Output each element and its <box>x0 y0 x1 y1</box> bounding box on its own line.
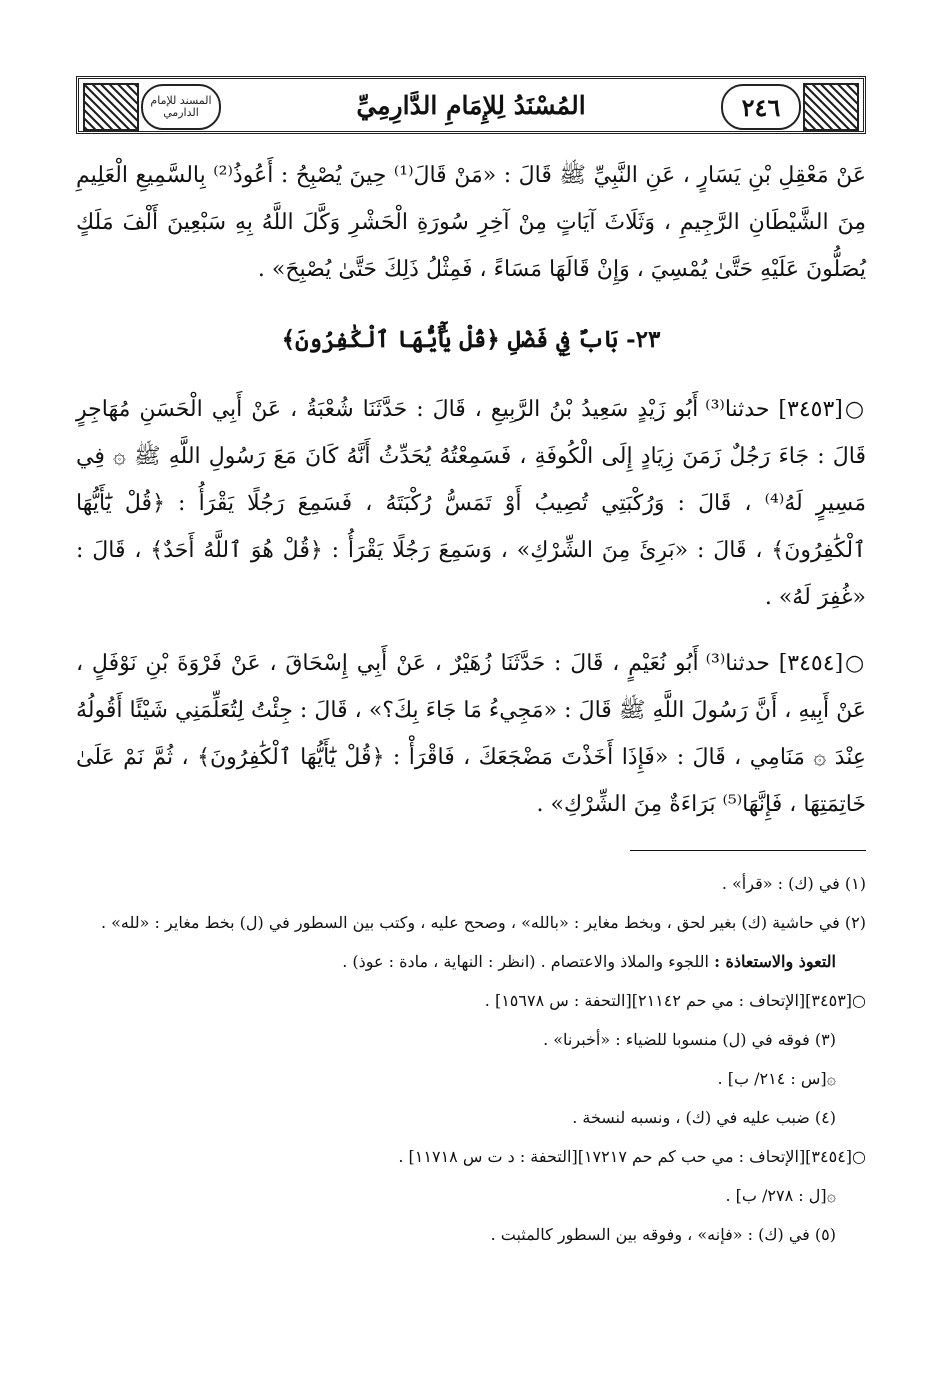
hadith-3454 <box>76 640 866 828</box>
footnote-4: (٤) ضبب عليه في (ك) ، ونسبه لنسخة . <box>572 1108 836 1127</box>
page-number-frame <box>721 84 801 130</box>
page-header <box>76 76 866 134</box>
footnote-3: (٣) فوقه في (ل) منسوبا للضياء : «أخبرنا» . <box>543 1030 836 1049</box>
footnotes <box>76 870 866 1260</box>
footnote-gloss <box>76 948 866 976</box>
paragraph-3454: ○[٣٤٥٤] حدثنا⁽³⁾ أَبُو نُعَيْمٍ ، قَالَ : حَدَّثَنَا زُهَيْرٌ ، عَنْ أَبِي إِسْحَاقَ ، عَنْ فَرْوَةَ بْنِ نَوْفَلٍ ، عَنْ أَبِيهِ ، أَنَّ رَسُولَ اللَّهِ ﷺ قَالَ : «مَجِيءُ مَا جَاءَ بِكَ؟» ، قَالَ : جِئْتُ لِتُعَلِّمَنِي شَيْئًا أَقُولُهُ عِنْدَ ۞ مَنَامِي ، قَالَ : «فَإِذَا أَخَذْتَ مَضْجَعَكَ ، فَاقْرَأْ : ﴿قُلْ يَٰٓأَيُّهَا ٱلْكَٰفِرُونَ﴾ ، ثُمَّ نَمْ عَلَىٰ خَاتِمَتِهَا ، فَإِنَّهَا⁽⁵⁾ بَرَاءَةٌ مِنَ الشِّرْكِ» . <box>76 651 867 817</box>
marker-2: ۞[ل : ٢٧٨/ ب] . <box>725 1186 836 1205</box>
takhrij-3454: ○[٣٤٥٤][الإتحاف : مي حب كم حم ١٧٢١٧][التحفة : د ت س ١١٧١٨] . <box>398 1147 866 1166</box>
hadith-text-top <box>76 152 866 293</box>
gloss-text: اللجوء والملاذ والاعتصام . (انظر : النهاية ، مادة : عوذ) . <box>342 952 709 971</box>
footnote-1: (١) في (ك) : «قرأ» . <box>721 874 866 893</box>
seal-frame <box>141 84 221 130</box>
page-number: ٢٤٦ <box>741 92 781 122</box>
paragraph-continuation: عَنْ مَعْقِلِ بْنِ يَسَارٍ ، عَنِ النَّبِيِّ ﷺ قَالَ : «مَنْ قَالَ⁽¹⁾ حِينَ يُصْبِحُ : أَعُوذُ⁽²⁾ بِالسَّمِيعِ الْعَلِيمِ مِنَ الشَّيْطَانِ الرَّجِيمِ ، وَثَلَاثَ آيَاتٍ مِنْ آخِرِ سُورَةِ الْحَشْرِ وَكَّلَ اللَّهُ بِهِ سَبْعِينَ أَلْفَ مَلَكٍ يُصَلُّونَ عَلَيْهِ حَتَّىٰ يُمْسِيَ ، وَإِنْ قَالَهَا مَسَاءً ، فَمِثْلُ ذَلِكَ حَتَّىٰ يُصْبِحَ» . <box>76 163 866 282</box>
seal-logo: المسند للإمام الدارمي <box>150 94 212 119</box>
ornament-right-icon <box>803 83 859 131</box>
ornament-left-icon <box>83 83 139 131</box>
gloss-term: التعوذ والاستعاذة : <box>714 952 836 971</box>
footnote-divider <box>630 850 866 851</box>
running-title: المُسْنَدُ لِلإِمَامِ الدَّارِمِيِّ <box>356 90 586 120</box>
chapter-heading: ٢٣- بَابٌ فِي فَضْلِ ﴿قُلْ يَٰٓأَيُّهَا ٱلْكَٰفِرُونَ﴾ <box>281 326 661 353</box>
hadith-3453 <box>76 386 866 621</box>
marker-1: ۞[س : ٢١٤/ ب] . <box>717 1069 836 1088</box>
paragraph-3453: ○[٣٤٥٣] حدثنا⁽³⁾ أَبُو زَيْدٍ سَعِيدُ بْنُ الرَّبِيعِ ، قَالَ : حَدَّثَنَا شُعْبَةُ ، عَنْ أَبِي الْحَسَنِ مُهَاجِرٍ قَالَ : جَاءَ رَجُلٌ زَمَنَ زِيَادٍ إِلَى الْكُوفَةِ ، فَسَمِعْتُهُ يُحَدِّثُ أَنَّهُ كَانَ مَعَ رَسُولِ اللَّهِ ﷺ ۞ فِي مَسِيرٍ لَهُ⁽⁴⁾ ، قَالَ : وَرُكْبَتِي تُصِيبُ أَوْ تَمَسُّ رُكْبَتَهُ ، فَسَمِعَ رَجُلًا يَقْرَأُ : ﴿قُلْ يَٰٓأَيُّهَا ٱلْكَٰفِرُونَ﴾ ، قَالَ : «بَرِئَ مِنَ الشِّرْكِ» ، وَسَمِعَ رَجُلًا يَقْرَأُ : ﴿قُلْ هُوَ ٱللَّهُ أَحَدٌ﴾ ، قَالَ : «غُفِرَ لَهُ» . <box>76 397 867 610</box>
footnote-2: (٢) في حاشية (ك) بغير لحق ، وبخط مغاير : «بالله» ، وصحح عليه ، وكتب بين السطور في (ل) بخط مغاير : «لله» . <box>100 913 866 932</box>
footnote-5: (٥) في (ك) : «فإنه» ، وفوقه بين السطور كالمثبت . <box>490 1225 836 1244</box>
takhrij-3453: ○[٣٤٥٣][الإتحاف : مي حم ٢١١٤٢][التحفة : س ١٥٦٧٨] . <box>484 991 866 1010</box>
